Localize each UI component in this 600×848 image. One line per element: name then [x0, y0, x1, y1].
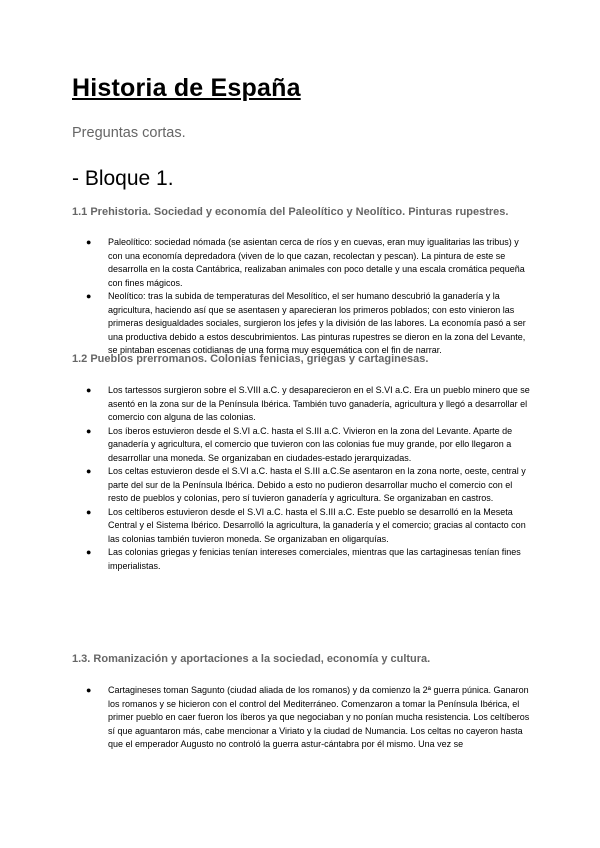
list-item-text: Los íberos estuvieron desde el S.VI a.C. hasta el S.III a.C. Vivieron en la zona del Levante. Aparte de ganadería y agricultura, el comercio que tuvieron con las colonias fue muy grande, por ello llegaron a desarrollar una moneda. Se organizaban en ciudades-estado jerarquizadas.: [108, 425, 513, 463]
bullet-icon: ●: [86, 291, 92, 301]
bullet-icon: ●: [86, 506, 92, 517]
section-heading-1-3: 1.3. Romanización y aportaciones a la sociedad, economía y cultura.: [72, 653, 431, 665]
list-item: [72, 236, 532, 290]
list-item: [72, 425, 532, 466]
section-list-1-2: [72, 384, 532, 573]
document-title: Historia de España: [72, 74, 301, 102]
list-item: [72, 384, 532, 425]
bullet-icon: ●: [86, 547, 92, 557]
list-item-text: Los tartessos surgieron sobre el S.VIII a.C. y desaparecieron en el S.VI a.C. Era un pueblo minero que se asentó en la zona sur de la Península Ibérica. También tuvo ganadería, agricultura y llegó a desarrollar el comercio con alguna de las colonias.: [108, 385, 530, 422]
document-subtitle: Preguntas cortas.: [72, 125, 186, 141]
list-item: [72, 465, 532, 506]
block-title: - Bloque 1.: [72, 167, 174, 190]
list-item: [72, 506, 532, 547]
list-item: [72, 684, 532, 752]
section-list-1-1: [72, 236, 532, 358]
section-list-1-3: [72, 684, 532, 752]
section-heading-1-1: 1.1 Prehistoria. Sociedad y economía del Paleolítico y Neolítico. Pinturas rupestres.: [72, 206, 509, 218]
bullet-icon: ●: [86, 425, 92, 436]
list-item-text: Neolítico: tras la subida de temperaturas del Mesolítico, el ser humano descubrió la ganadería y la agricultura, haciendo así que se asentasen y aparecieran los primeros poblados; con esto vinieron las primeras desigualdades sociales, surgieron los jefes y la división de las labores. La economía pasó a ser una productiva debido a estos descubrimientos. Las pinturas rupestres se dieron en la zona del Levante, se pintaban escenas cotidianas de una forma muy esquemática con el fin de narrar.: [108, 291, 526, 355]
section-heading-1-2: 1.2 Pueblos prerromanos. Colonias fenicias, griegas y cartaginesas.: [72, 353, 429, 365]
list-item: [72, 546, 532, 573]
list-item-text: Cartagineses toman Sagunto (ciudad aliada de los romanos) y da comienzo la 2ª guerra púnica. Ganaron los romanos y se hicieron con el control del Mediterráneo. Comenzaron a tomar la Península Ibérica, el primer pueblo en caer fueron los íberos ya que negociaban y no ponían mucha resistencia. Los celtíberos sí que aguantaron más, cabe mencionar a Viriato y la ciudad de Numancia. Los celtas no cayeron hasta que el emperador Augusto no controló la guerra astur-cántabra por él mismo. Una vez se: [108, 685, 530, 749]
bullet-icon: ●: [86, 466, 92, 476]
bullet-icon: ●: [86, 685, 92, 695]
list-item: [72, 290, 532, 358]
bullet-icon: ●: [86, 237, 92, 247]
list-item-text: Los celtas estuvieron desde el S.VI a.C. hasta el S.III a.C.Se asentaron en la zona norte, oeste, central y parte del sur de la Península Ibérica. Debido a esto no pudieron desarrollar mucho el comercio con el resto de pueblos y colonias, pero sí tuvieron ganadería y agricultura. Se organizaban en castros.: [108, 466, 526, 503]
list-item-text: Los celtíberos estuvieron desde el S.VI a.C. hasta el S.III a.C. Este pueblo se desarrolló en la Meseta Central y el Sistema Ibérico. Desarrolló la agricultura, la ganadería y el comercio; gracias al contacto con las colonias también tuvieron moneda. Se organizaban en oligarquías.: [108, 506, 526, 544]
bullet-icon: ●: [86, 385, 92, 395]
list-item-text: Paleolítico: sociedad nómada (se asientan cerca de ríos y en cuevas, eran muy igualitarias las tribus) y con una economía depredadora (viven de lo que cazan, recolectan y pescan). La pintura de este se desarrolla en la costa Cantábrica, realizaban animales con poco detalle y una escala cromática pequeña con fines mágicos.: [108, 237, 525, 288]
list-item-text: Las colonias griegas y fenicias tenían intereses comerciales, mientras que las cartaginesas tenían fines imperialistas.: [108, 547, 521, 571]
